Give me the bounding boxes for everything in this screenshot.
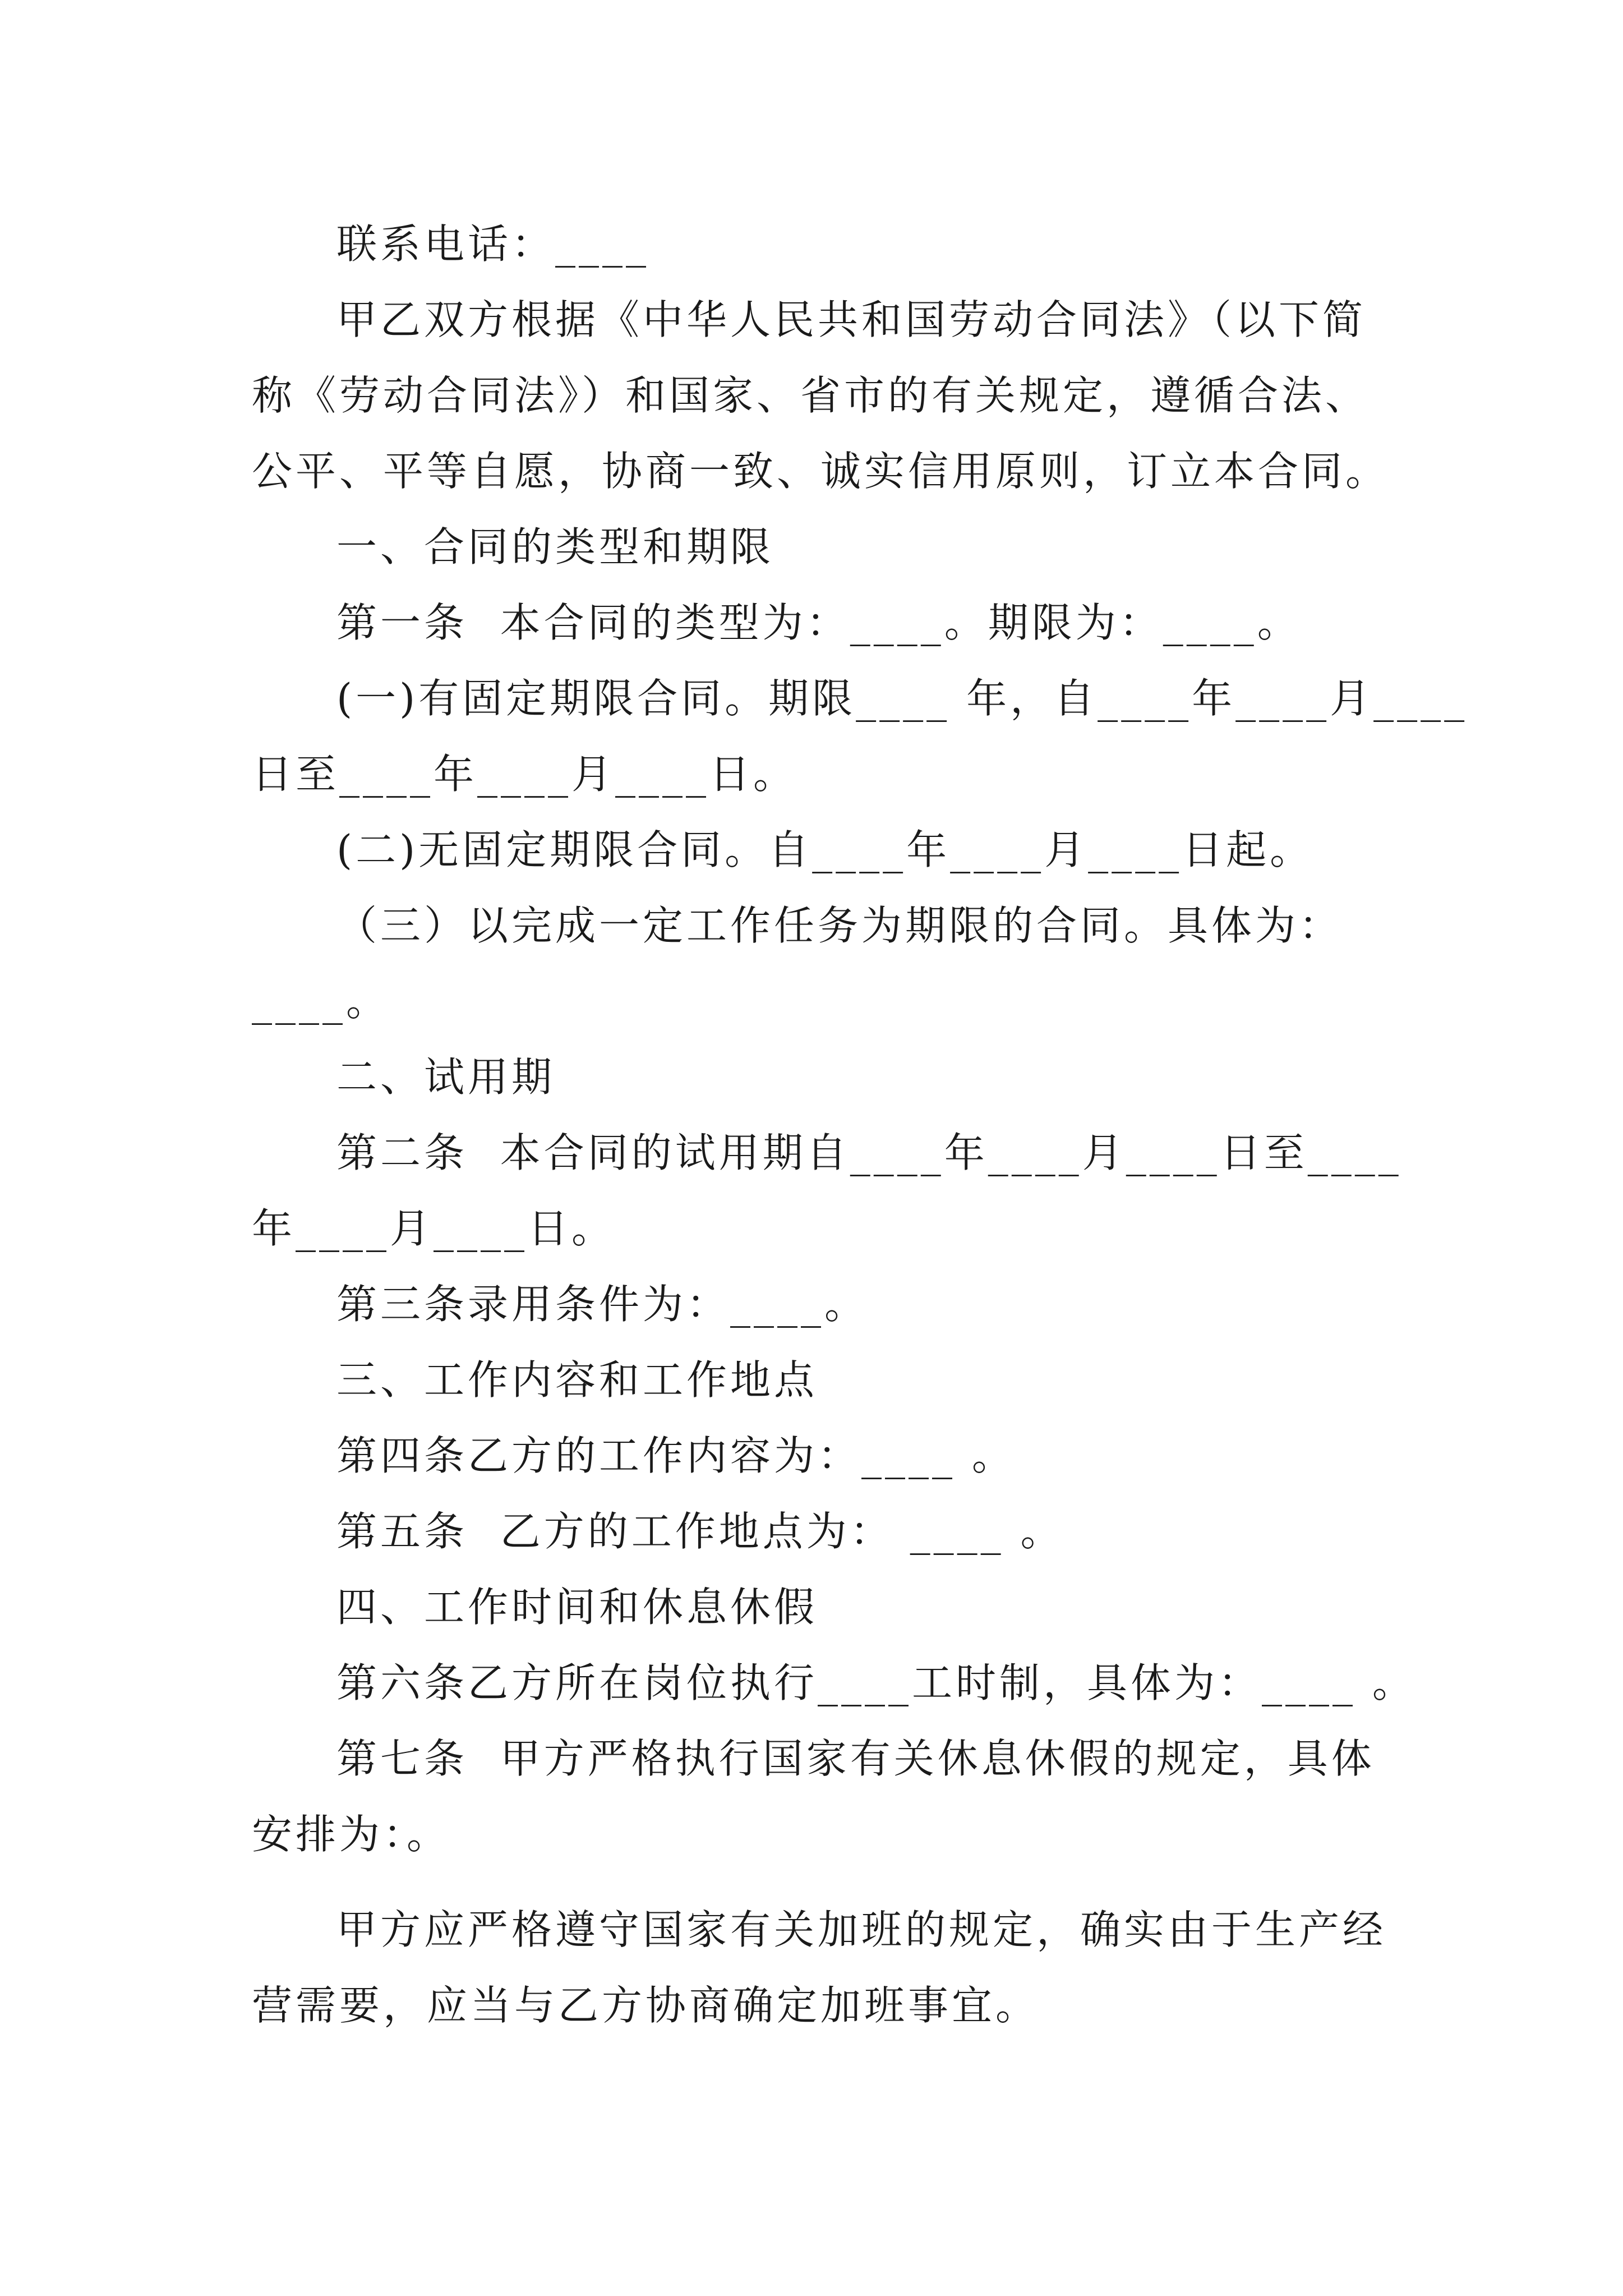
preamble-line-1: 甲乙双方根据《中华人民共和国劳动合同法》（以下简 xyxy=(336,296,1367,343)
article-7-line-1: 第七条 甲方严格执行国家有关休息休假的规定，具体 xyxy=(336,1735,1375,1782)
item-1-line-2: 日至____年____月____日。 xyxy=(252,751,797,798)
overtime-line-1: 甲方应严格遵守国家有关加班的规定，确实由于生产经 xyxy=(336,1906,1387,1953)
preamble-line-3: 公平、平等自愿，协商一致、诚实信用原则，订立本合同。 xyxy=(252,448,1390,495)
article-2-line-2: 年____月____日。 xyxy=(252,1205,616,1252)
contact-phone-line: 联系电话：____ xyxy=(336,220,650,268)
article-5-line: 第五条 乙方的工作地点为： ____ 。 xyxy=(336,1508,1064,1555)
section-3-heading: 三、工作内容和工作地点 xyxy=(336,1356,818,1404)
overtime-line-2: 营需要，应当与乙方协商确定加班事宜。 xyxy=(252,1982,1040,2029)
article-6-line: 第六条乙方所在岗位执行____工时制，具体为：____ 。 xyxy=(336,1659,1416,1706)
item-3-line-2: ____。 xyxy=(252,978,390,1025)
item-3-line-1: （三）以完成一定工作任务为期限的合同。具体为： xyxy=(336,902,1343,949)
article-7-line-2: 安排为：。 xyxy=(252,1811,451,1858)
article-4-line: 第四条乙方的工作内容为：____ 。 xyxy=(336,1432,1016,1479)
article-1-line: 第一条 本合同的类型为：____。期限为：____。 xyxy=(336,599,1301,646)
item-1-line-1: (一)有固定期限合同。期限____ 年，自____年____月____ xyxy=(336,675,1468,722)
preamble-line-2: 称《劳动合同法》）和国家、省市的有关规定，遵循合法、 xyxy=(252,372,1370,419)
item-2-line: (二)无固定期限合同。自____年____月____日起。 xyxy=(336,826,1314,873)
section-2-heading: 二、试用期 xyxy=(336,1053,556,1101)
section-1-heading: 一、合同的类型和期限 xyxy=(336,523,774,570)
article-3-line: 第三条录用条件为：____。 xyxy=(336,1281,869,1328)
article-2-line-1: 第二条 本合同的试用期自____年____月____日至____ xyxy=(336,1129,1402,1176)
section-4-heading: 四、工作时间和休息休假 xyxy=(336,1584,818,1631)
